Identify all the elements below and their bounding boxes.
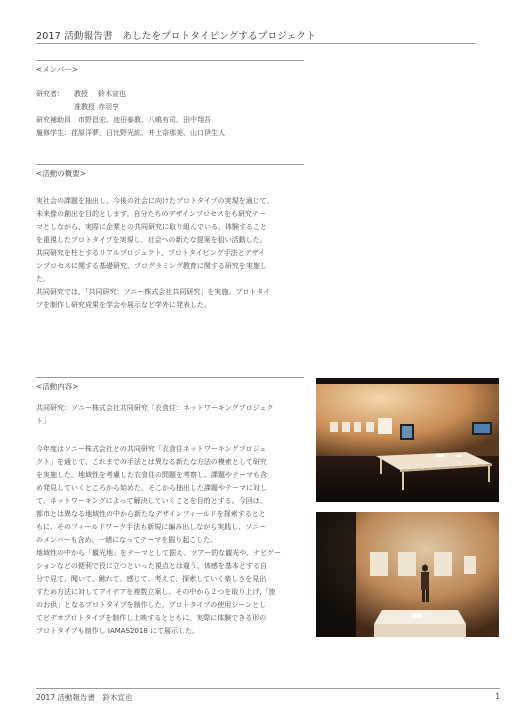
page-number: 1 xyxy=(495,692,500,701)
header-title: 2017 活動報告書 あしたをプロトタイピングするプロジェクト xyxy=(36,31,316,42)
header-rule xyxy=(36,43,476,44)
content-rule xyxy=(36,377,304,378)
content-label: <活動内容> xyxy=(36,382,79,391)
exhibition-photo-visitor xyxy=(316,512,499,637)
exhibition-photo-visitor-image xyxy=(316,512,499,637)
exhibition-photo-table xyxy=(316,378,499,502)
member-row: 研究補助員 市野昌宏、池田泰教、八嶋有司、田中翔吾 xyxy=(36,116,211,124)
members-rule xyxy=(36,60,304,61)
exhibition-photo-table-image xyxy=(316,378,499,502)
member-row: 准教授 赤羽亨 xyxy=(74,103,119,111)
overview-label: <活動の概要> xyxy=(36,169,87,178)
overview-text: 実社会の課題を抽出し、今後の社会に向けたプロトタイプの実現を通じて、 未来像の創出を目的とします。自分たちのデザインプロセスをも研究テー マとしながら、実際に企業との共同研究に取り組んでいる。体験すること を重視したプロトタイプを実現し、社会への新たな提案を狙い活動した。 共同研究を柱とするリアルプロジェクト、プロトタイピング手法とデザイ ンプロセスに関する基礎研究、プログラミング教育に関する研究を実施し た。 共同研究では、「共同研究：ソニー株式会社共同研究」を実施。プロトタイ プを制作し研究成果を学会や展示など学外に発表した。 xyxy=(36,197,274,309)
footer-rule xyxy=(36,688,500,689)
content-body: 今年度はソニー株式会社との共同研究「衣食住ネットワーキングプロジェ クト」を通じて、これまでの手法とは異なる新たな方法の模索として研究 を実施した。地域性を考慮した衣食住の問題を考察し、課題やテーマも含 め発見していくところから始めた。そこから抽出した課題やテーマに対し て、ネットワーキングによって解決していくことを目的とする。今回は、 都市とは異なる地域性の中から新たなデザインフィールドを探索するとと もに、そのフィールドワーク手法も新規に編み出しながら実践し、ソニー のメンバーも含め、一緒になってテーマを掘り起こした。 地域性の中から「観光地」をテーマとして据え、ツアー的な観光や、ナビゲー ションなどの便利で役に立つといった視点とは違う、体感を基本とする自 分で見て、聞いて、触れて、感じて、考えて、探索していく楽しさを見出 すため方法に対してアイデアを複数立案し、その中から２つを取り上げ,「旅 のお供」となるプロトタイプを制作した。プロトタイプの使用シーンとし てビデオプロトタイプを制作し上映するとともに、実際に体験できる形の プロトタイプも制作し IAMAS2018 にて展示した。 xyxy=(36,445,282,635)
overview-rule xyxy=(36,164,304,165)
member-row: 履修学生：荏原洋夢、日比野光紘、井上奈那美、山口伊生人 xyxy=(36,129,225,137)
footer-text: 2017 活動報告書 鈴木宣也 xyxy=(36,693,133,702)
members-label: <メンバー> xyxy=(36,65,79,74)
members-list xyxy=(36,88,306,140)
member-row: 研究者： 教授 鈴木宣也 xyxy=(36,90,126,98)
content-subtitle: 共同研究：ソニー株式会社共同研究「衣食住：ネットワーキングプロジェク ト」 xyxy=(36,404,274,425)
